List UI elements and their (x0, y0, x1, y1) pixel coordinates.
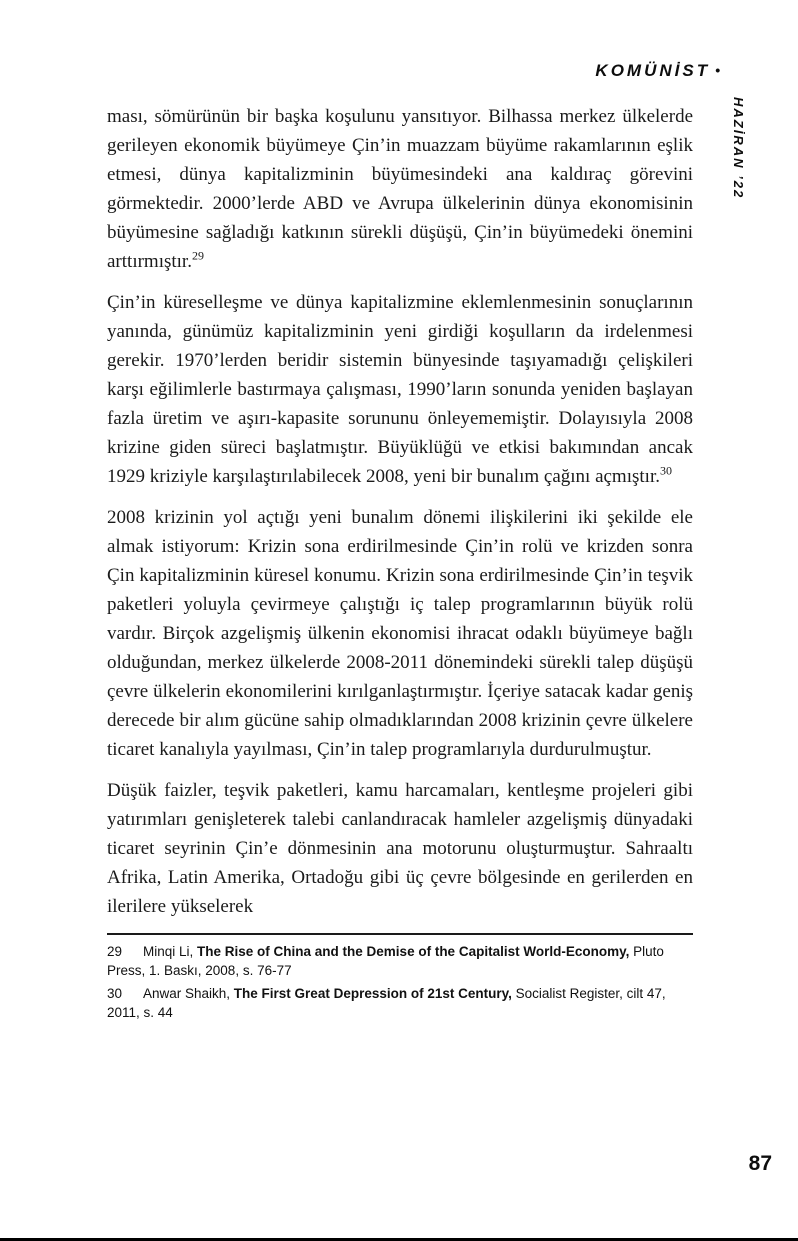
paragraph-4-text: Düşük faizler, teşvik paketleri, kamu harcamaları, kentleşme projeleri gibi yatırımları genişleterek talebi canlandıracak hamleler azgelişmiş dünyadaki ticaret seyrinin Çin’e dönmesinin ana motorunu oluşturmuştur. Sahraaltı Afrika, Latin Amerika, Ortadoğu gibi üç çevre bölgesinde en gerilerden en ilerilere yükselerek (107, 780, 693, 917)
footnote-30-number: 30 (107, 986, 123, 1001)
footnote-ref-29: 29 (191, 248, 204, 263)
paragraph-3 (107, 503, 693, 764)
footnote-29-rest: Pluto Press, 1. Baskı, 2008, s. 76-77 (107, 944, 664, 978)
header-bullet: • (715, 62, 720, 78)
footnote-29-author: Minqi Li, (143, 944, 198, 959)
footnote-30-title: The First Great Depression of 21st Century, (233, 986, 512, 1001)
paragraph-4 (107, 776, 693, 921)
paragraph-2 (107, 288, 693, 491)
journal-header (595, 61, 720, 81)
paragraph-2-text: Çin’in küreselleşme ve dünya kapitalizmine eklemlenmesinin sonuçlarının yanında, günümüz kapitalizminin yeni girdiği koşulların da irdelenmesi gerekir. 1970’lerden beridir sistemin bünyesinde taşıyamadığı çelişkileri karşı eğilimlerle bastırmaya çalışması, 1990’ların sonunda yeniden başlayan fazla üretim ve aşırı-kapasite sorununu önleyememiştir. Dolayısıyla 2008 krizine giden süreci başlatmıştır. Büyüklüğü ve etkisi bakımından ancak 1929 kriziyle karşılaştırılabilecek 2008, yeni bir bunalım çağını açmıştır. (107, 292, 693, 487)
page-body (107, 102, 693, 1026)
paragraph-1 (107, 102, 693, 276)
footnote-29-number: 29 (107, 944, 123, 959)
journal-title: KOMÜNİST (595, 61, 711, 80)
footnote-29-title: The Rise of China and the Demise of the Capitalist World-Economy, (197, 944, 630, 959)
issue-date: HAZİRAN ’22 (731, 97, 746, 200)
footnotes-section (107, 942, 693, 1022)
footnote-29 (107, 942, 693, 980)
footnote-ref-30: 30 (659, 463, 672, 478)
paragraph-3-text: 2008 krizinin yol açtığı yeni bunalım dönemi ilişkilerini iki şekilde ele almak istiyorum: Krizin sona erdirilmesinde Çin’in rolü ve krizden sonra Çin kapitalizminin küresel konumu. Krizin sona erdirilmesinde Çin’in teşvik paketleri yoluyla çevirmeye çalıştığı iç talep programlarının büyük rolü vardır. Birçok azgelişmiş ülkenin ekonomisi ihracat odaklı büyümeye bağlı olduğundan, merkez ülkelerde 2008-2011 dönemindeki sürekli talep düşüşü çevre ülkelerin ekonomilerini kırılganlaştırmıştır. İçeriye satacak kadar geniş derecede bir alım gücüne sahip olmadıklarından 2008 krizinin çevre ülkelere ticaret kanalıyla yayılması, Çin’in talep programlarıyla durdurulmuştur. (107, 507, 693, 760)
page-number: 87 (748, 1152, 772, 1175)
paragraph-1-text: ması, sömürünün bir başka koşulunu yansıtıyor. Bilhassa merkez ülkelerde gerileyen ekonomik büyümeye Çin’in muazzam büyüme rakamlarının eşlik etmesi, dünya kapitalizminin büyümesindeki ana kaldıraç görevini görmektedir. 2000’lerde ABD ve Avrupa ülkelerinin dünya ekonomisinin büyümesine sağladığı katkının sürekli düşüşü, Çin’in büyümedeki önemini arttırmıştır. (107, 106, 693, 272)
footnote-divider (107, 933, 693, 935)
footnote-30 (107, 984, 693, 1022)
footnote-30-author: Anwar Shaikh, (143, 986, 234, 1001)
footnote-30-rest: Socialist Register, cilt 47, 2011, s. 44 (107, 986, 666, 1020)
